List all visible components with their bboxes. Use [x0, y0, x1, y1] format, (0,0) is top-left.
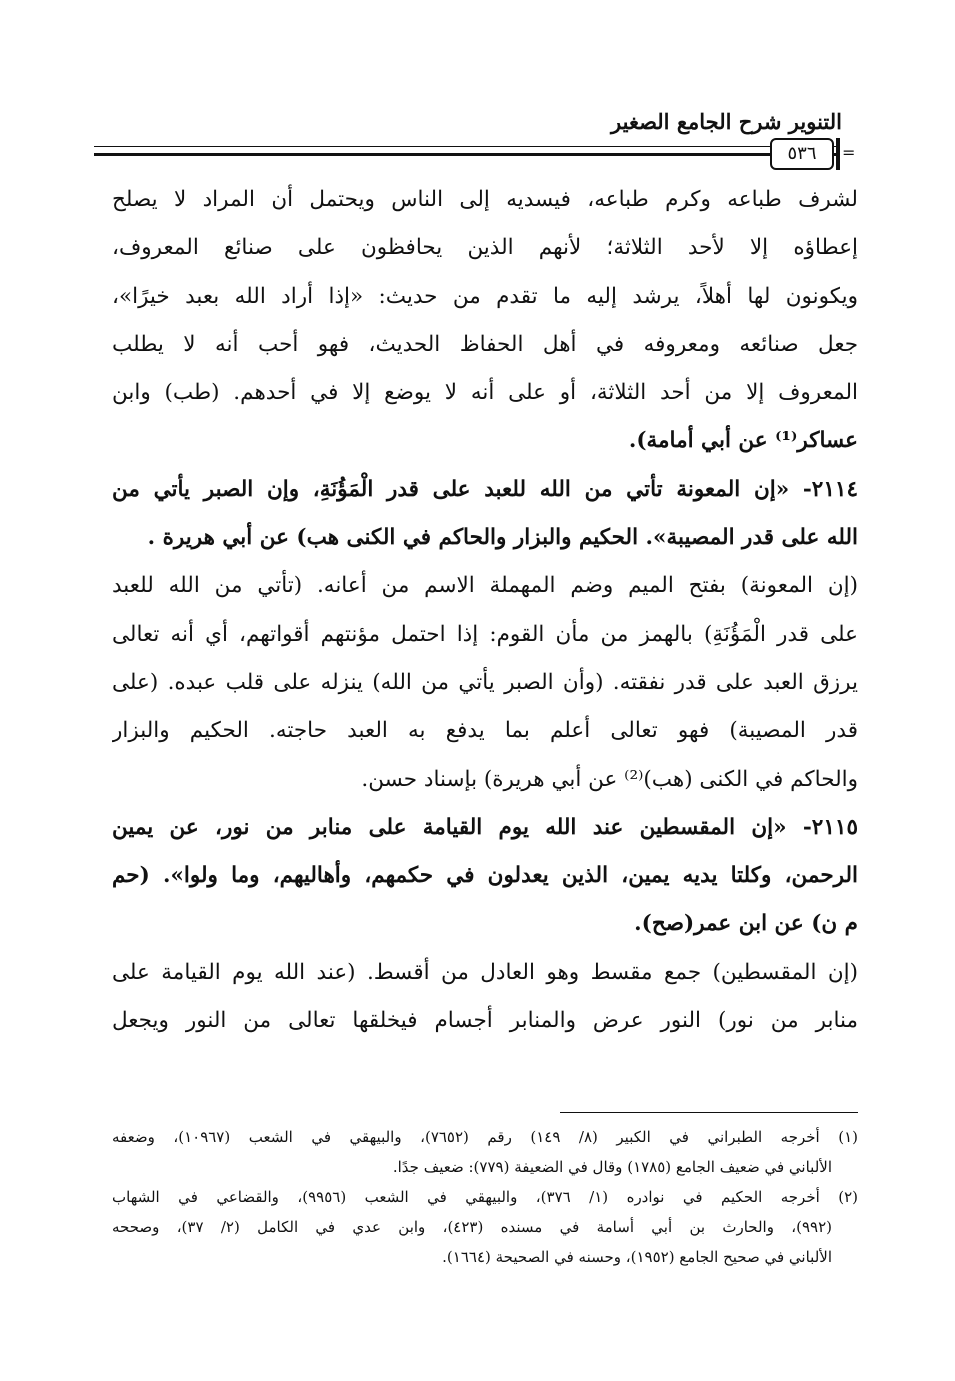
text-line: (إن المقسطين) جمع مقسط وهو العادل من أقسط. (عند الله يوم القيامة على	[112, 959, 858, 985]
main-text	[112, 176, 858, 1045]
hadith-line: الله على قدر المصيبة». الحكيم والبزار والحاكم في الكنى هب) عن أبي هريرة .	[147, 525, 858, 551]
footnote-line: (١) أخرجه الطبراني في الكبير (٨/ ١٤٩) رقم (٧٦٥٢)، والبيهقي في الشعب (١٠٩٦٧)، وضعفه	[112, 1128, 858, 1146]
footnote-line: (٢) أخرجه الحكيم في نوادره (١/ ٣٧٦)، والبيهقي في الشعب (٩٩٥٦)، والقضاعي في الشهاب	[112, 1188, 858, 1206]
hadith-line: ٢١١٥- «إن المقسطين عند الله يوم القيامة على منابر من نور، عن يمين	[112, 814, 858, 840]
page-number-ornament: =	[842, 143, 856, 162]
footnote-line: (٩٩٢)، والحارث بن أبي أسامة في مسنده (٤٢٣)، وابن عدي في الكامل (٢/ ٣٧)، وصححه	[112, 1218, 832, 1236]
text-line: عساكر⁽¹⁾ عن أبي أمامة).	[628, 428, 858, 454]
text-line: جعل صنائعه ومعروفه في أهل الحفاظ الحديث، فهو أحب أنه لا يطلب	[112, 331, 858, 357]
footnote-line: الألباني في صحيح الجامع (١٩٥٢)، وحسنه في الصحيحة (١٦٦٤).	[442, 1248, 832, 1266]
page-number: ٥٣٦	[770, 138, 834, 170]
hadith-line: م ن) عن ابن عمر(صح).	[634, 911, 858, 937]
footnote-separator	[560, 1112, 858, 1113]
text-line: منابر من نور) النور عرض والمنابر أجسام فيخلقها تعالى من النور ويجعل	[112, 1008, 858, 1034]
text-line: لشرف طباعه وكرم طباعه، فيسديه إلى الناس ويحتمل أن المراد لا يصلح	[112, 187, 858, 212]
text-line: قدر المصيبة) فهو تعالى أعلم بما يدفع به العبد حاجته. الحكيم والبزار	[112, 718, 858, 744]
text-line: (إن المعونة) بفتح الميم وضم المهملة الاسم من أعانه. (تأتي من الله للعبد	[112, 573, 858, 599]
running-title: التنوير شرح الجامع الصغير	[611, 109, 842, 134]
text-line: ويكونون لها أهلاً، يرشد إليه ما تقدم من حديث: «إذا أراد الله بعبد خيرًا»،	[112, 283, 858, 309]
hadith-line: الرحمن، وكلتا يديه يمين، الذين يعدلون في حكمهم، وأهاليهم، وما ولوا». (حم	[112, 863, 858, 889]
text-line: على قدر الْمَؤُنَةِ) بالهمز من مأن القوم: إذا احتمل مؤنتهم أقواتهم، أي أنه تعالى	[112, 621, 858, 647]
text-line: المعروف إلا من أحد الثلاثة، أو على أنه لا يوضع إلا في أحدهم. (طب) وابن	[112, 380, 858, 406]
hadith-line: ٢١١٤- «إن المعونة تأتي من الله للعبد على قدر الْمَؤُنَةِ، وإن الصبر يأتي من	[112, 476, 858, 502]
text-line: والحاكم في الكنى (هب)⁽²⁾ عن أبي هريرة) بإسناد حسن.	[361, 766, 858, 792]
text-line: يرزق العبد على قدر نفقته. (وأن الصبر يأتي من الله) ينزله على قلب عبده. (على	[112, 669, 858, 695]
header-rule-thin	[94, 146, 839, 147]
footnote-line: الألباني في ضعيف الجامع (١٧٨٥) وقال في الضعيفة (٧٧٩): ضعيف جدًا.	[392, 1158, 832, 1176]
footnotes	[112, 1122, 858, 1272]
text-line: إعطاؤه إلا لأحد الثلاثة؛ لأنهم الذين يحافظون على صنائع المعروف،	[112, 235, 858, 261]
page-number-bracket	[836, 138, 840, 170]
header-rule-thick	[94, 153, 839, 156]
